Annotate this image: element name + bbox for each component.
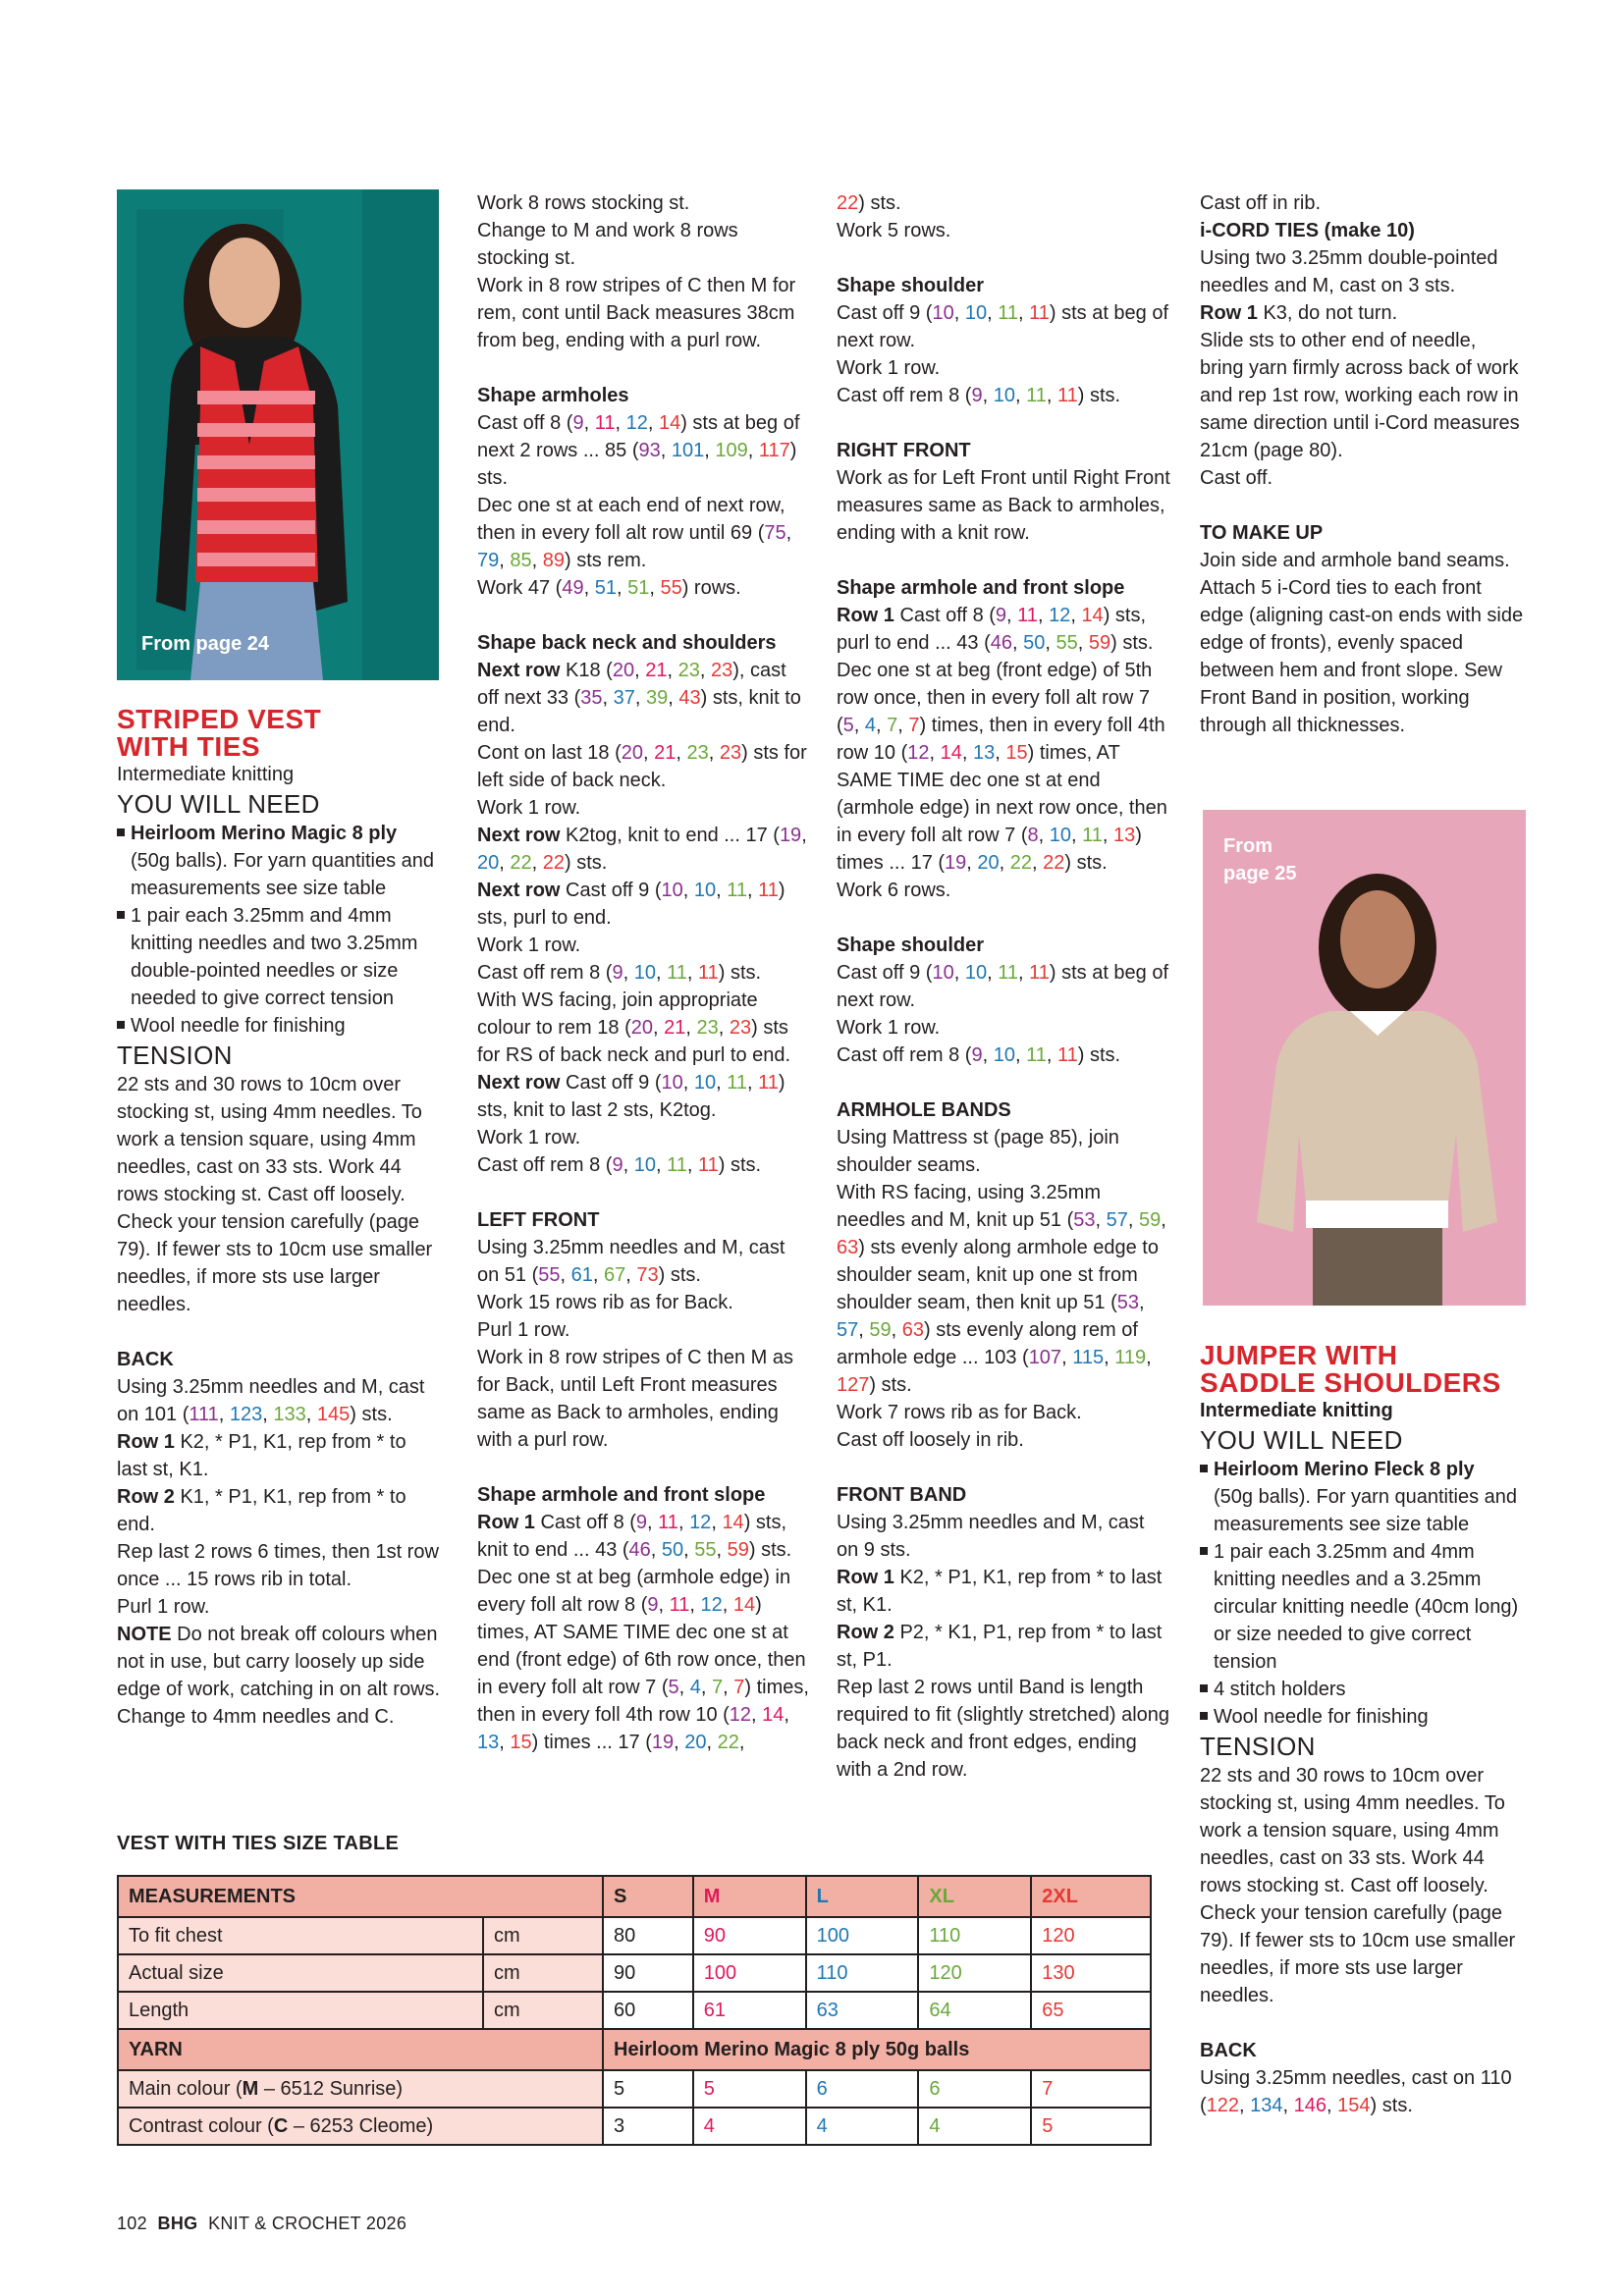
photo2-label: From page 25 [1223,835,1297,884]
vest-need-1-rest: (50g balls). For yarn quantities and measurements see size table [131,850,435,899]
text: Next row Cast off 9 (10, 10, 11, 11) sts, purl to end. [477,880,785,929]
jumper-level: Intermediate knitting [1200,1400,1393,1421]
cell-m: 100 [693,1954,806,1992]
page-number: 102 [117,2214,147,2233]
table-row [118,1954,1151,1992]
text: With WS facing, join appropriate colour to rem 18 (20, 21, 23, 23) sts for RS of back neck and purl to end. [477,989,791,1066]
magazine-title: KNIT & CROCHET 2026 [208,2214,407,2233]
cell-s: 5 [603,2070,693,2108]
jumper-back-heading: BACK [1200,2040,1257,2061]
vest-tension-text: 22 sts and 30 rows to 10cm over stocking st, using 4mm needles. To work a tension square, using 4mm needles, cast on 33 sts. Work 44 rows stocking st. Cast off loosely. Check your tension carefully (page 79). If fewer sts to 10cm use smaller needles, if more sts use larger needles. [117,1074,433,1315]
text: Work 47 (49, 51, 51, 55) rows. [477,577,741,599]
text: Work 15 rows rib as for Back. [477,1292,733,1313]
jumper-title-line1: JUMPER WITH [1200,1340,1398,1370]
row-label: Main colour (M – 6512 Sunrise) [118,2070,603,2108]
armhole-bands-heading: ARMHOLE BANDS [837,1099,1011,1121]
header-l: L [806,1876,919,1917]
header-measurements: MEASUREMENTS [118,1876,603,1917]
left-front-heading: LEFT FRONT [477,1209,600,1231]
jumper-need-3: 4 stitch holders [1200,1676,1524,1703]
cell-2xl: 130 [1031,1954,1151,1992]
text: Row 1 K2, * P1, K1, rep from * to last st, K1. [837,1567,1163,1616]
text: Work in 8 row stripes of C then M for rem, cont until Back measures 38cm from beg, ending with a purl row. [477,275,796,351]
jumper-need-1-rest: (50g balls). For yarn quantities and measurements see size table [1214,1486,1518,1535]
row-label: Length [118,1992,483,2029]
row-unit: cm [483,1954,603,1992]
jumper-need-2: 1 pair each 3.25mm and 4mm knitting needles and a 3.25mm circular knitting needle (40cm long) or size needed to give correct tension [1200,1538,1524,1676]
to-make-up-heading: TO MAKE UP [1200,522,1324,544]
jumper-title-line2: SADDLE SHOULDERS [1200,1367,1501,1398]
text: Next row K18 (20, 21, 23, 23), cast off next 33 (35, 37, 39, 43) sts, knit to end. [477,660,801,736]
text: Join side and armhole band seams. Attach 5 i-Cord ties to each front edge (aligning cast-on ends with side edge of fronts), evenly spaced between hem and front slope. Sew Front Band in position, working through all thicknesses. [1200,550,1524,736]
cell-xl: 110 [918,1917,1031,1954]
table-header-row [118,1876,1151,1917]
text: 22) sts. [837,192,901,214]
vest-title-line2: WITH TIES [117,731,261,762]
i-cord-ties-heading: i-CORD TIES (make 10) [1200,220,1415,241]
column-2 [477,189,811,1756]
cell-2xl: 65 [1031,1992,1151,2029]
text: Using Mattress st (page 85), join shoulder seams. [837,1127,1119,1176]
text: Work 1 row. [837,1017,941,1039]
vest-back-note: NOTE Do not break off colours when not in use, but carry loosely up side edge of work, catching in on alt rows. [117,1624,441,1700]
vest-title-line1: STRIPED VEST [117,704,322,734]
text: Work 8 rows stocking st. [477,192,690,214]
vest-back-text: Using 3.25mm needles and M, cast on 101 (111, 123, 133, 145) sts. [117,1376,425,1425]
cell-2xl: 7 [1031,2070,1151,2108]
cell-m: 61 [693,1992,806,2029]
text: Cast off 9 (10, 10, 11, 11) sts at beg of next row. [837,302,1169,351]
text: Slide sts to other end of needle, bring yarn firmly across back of work and rep 1st row, working each row in same direction until i-Cord measures 21cm (page 80). [1200,330,1520,461]
vest-back-heading: BACK [117,1349,174,1370]
text: Row 2 P2, * K1, P1, rep from * to last st, P1. [837,1622,1163,1671]
text: Dec one st at beg (front edge) of 5th row once, then in every foll alt row 7 (5, 4, 7, 7) times, then in every foll 4th row 10 (12, 14, 13, 15) times, AT SAME TIME dec one st at end (armhole edge) in next row once, then in every foll alt row 7 (8, 10, 11, 13) times ... 17 (19, 20, 22, 22) sts. [837,660,1167,874]
header-m: M [693,1876,806,1917]
text: Cast off 8 (9, 11, 12, 14) sts at beg of next 2 rows ... 85 (93, 101, 109, 117) sts. [477,412,800,489]
text: Next row Cast off 9 (10, 10, 11, 11) sts, knit to last 2 sts, K2tog. [477,1072,785,1121]
vest-back-row1: Row 1 K2, * P1, K1, rep from * to last st, K1. [117,1431,406,1480]
text: Work 7 rows rib as for Back. [837,1402,1082,1423]
column-1 [117,706,441,1731]
text: Work 1 row. [477,1127,581,1148]
text: Purl 1 row. [477,1319,570,1341]
brand: BHG [157,2214,198,2233]
text: Cast off loosely in rib. [837,1429,1024,1451]
text: Work 1 row. [477,797,581,819]
jumper-tension-text: 22 sts and 30 rows to 10cm over stocking st, using 4mm needles. To work a tension square, using 4mm needles, cast on 33 sts. Work 44 rows stocking st. Cast off loosely. Check your tension carefully (page 79). If fewer sts to 10cm use smaller needles, if more sts use larger needles. [1200,1765,1516,2006]
cell-s: 80 [603,1917,693,1954]
text: Dec one st at each end of next row, then in every foll alt row until 69 (75, 79, 85, 89) sts rem. [477,495,792,571]
text: Change to M and work 8 rows stocking st. [477,220,738,269]
table-yarn-header-row [118,2029,1151,2070]
text: Cast off in rib. [1200,192,1322,214]
text: With RS facing, using 3.25mm needles and M, knit up 51 (53, 57, 59, 63) sts evenly along armhole edge to shoulder seam, knit up one st from shoulder seam, then knit up 51 (53, 57, 59, 63) sts evenly along rem of armhole edge ... 103 (107, 115, 119, 127) sts. [837,1182,1166,1396]
text: Cast off rem 8 (9, 10, 11, 11) sts. [837,385,1121,406]
cell-m: 4 [693,2108,806,2145]
jumper-back-text: Using 3.25mm needles, cast on 110 (122, 134, 146, 154) sts. [1200,2067,1512,2116]
row-label: Actual size [118,1954,483,1992]
cell-m: 90 [693,1917,806,1954]
vest-need-1 [117,820,441,847]
text: Cast off rem 8 (9, 10, 11, 11) sts. [477,1154,762,1176]
shape-shoulder-heading-2: Shape shoulder [837,934,985,956]
text: Cast off 9 (10, 10, 11, 11) sts at beg of next row. [837,962,1169,1011]
vest-need-2: 1 pair each 3.25mm and 4mm knitting needles and two 3.25mm double-pointed needles or size needed to give correct tension [117,902,441,1012]
text: Work 1 row. [477,934,581,956]
header-s: S [603,1876,693,1917]
text: Work 6 rows. [837,880,951,901]
cell-l: 110 [806,1954,919,1992]
photo1-label: From page 24 [141,633,270,655]
header-2xl: 2XL [1031,1876,1151,1917]
jumper-need-heading: YOU WILL NEED [1200,1425,1403,1455]
text: Work 5 rows. [837,220,951,241]
text: Using two 3.25mm double-pointed needles and M, cast on 3 sts. [1200,247,1498,296]
cell-l: 100 [806,1917,919,1954]
cell-xl: 6 [918,2070,1031,2108]
front-band-heading: FRONT BAND [837,1484,967,1506]
row-label: Contrast colour (C – 6253 Cleome) [118,2108,603,2145]
table-row [118,2070,1151,2108]
cell-2xl: 120 [1031,1917,1151,1954]
jumper-tension-heading: TENSION [1200,1732,1316,1761]
cell-xl: 4 [918,2108,1031,2145]
row-unit: cm [483,1992,603,2029]
vest-tension-heading: TENSION [117,1041,233,1070]
cell-l: 6 [806,2070,919,2108]
shape-back-neck-heading: Shape back neck and shoulders [477,632,777,654]
shape-armhole-front-slope-heading: Shape armhole and front slope [477,1484,766,1506]
vest-photo [117,189,439,680]
cell-l: 4 [806,2108,919,2145]
text: Cont on last 18 (20, 21, 23, 23) sts for left side of back neck. [477,742,807,791]
jumper-need-1-yarn: Heirloom Merino Fleck 8 ply [1214,1459,1475,1480]
cell-xl: 64 [918,1992,1031,2029]
table-row [118,1917,1151,1954]
text: Rep last 2 rows until Band is length required to fit (slightly stretched) along back neck and front edges, ending with a 2nd row. [837,1677,1170,1781]
cell-s: 3 [603,2108,693,2145]
table-row [118,2108,1151,2145]
vest-need-1-yarn: Heirloom Merino Magic 8 ply [131,823,398,844]
page-footer [117,2214,406,2234]
header-xl: XL [918,1876,1031,1917]
column-4-top [1200,189,1524,739]
shape-armholes-heading: Shape armholes [477,385,629,406]
jumper-need-1 [1200,1456,1524,1483]
text: Row 1 Cast off 8 (9, 11, 12, 14) sts, purl to end ... 43 (46, 50, 55, 59) sts. [837,605,1154,654]
text: Cast off. [1200,467,1273,489]
vest-back-purl: Purl 1 row. [117,1596,210,1618]
cell-s: 90 [603,1954,693,1992]
text: Work in 8 row stripes of C then M as for Back, until Left Front measures same as Back to armholes, ending with a purl row. [477,1347,793,1451]
column-4-bottom [1200,1342,1524,2119]
text: Work as for Left Front until Right Front measures same as Back to armholes, ending with a knit row. [837,467,1170,544]
text: Cast off rem 8 (9, 10, 11, 11) sts. [477,962,762,984]
yarn-label: YARN [118,2029,603,2070]
vest-photo-illustration [117,189,439,680]
table-row [118,1992,1151,2029]
vest-back-row2: Row 2 K1, * P1, K1, rep from * to end. [117,1486,406,1535]
vest-need-heading: YOU WILL NEED [117,789,320,819]
cell-2xl: 5 [1031,2108,1151,2145]
vest-level: Intermediate knitting [117,764,295,785]
vest-back-rep: Rep last 2 rows 6 times, then 1st row once ... 15 rows rib in total. [117,1541,439,1590]
vest-back-change: Change to 4mm needles and C. [117,1706,395,1728]
text: Dec one st at beg (armhole edge) in every foll alt row 8 (9, 11, 12, 14) times, AT SAME TIME dec one st at end (front edge) of 6th row once, then in every foll alt row 7 (5, 4, 7, 7) times, then in every foll 4th row 10 (12, 14, 13, 15) times ... 17 (19, 20, 22, [477,1567,809,1753]
text: Row 1 Cast off 8 (9, 11, 12, 14) sts, knit to end ... 43 (46, 50, 55, 59) sts. [477,1512,792,1561]
text: Using 3.25mm needles and M, cast on 51 (55, 61, 67, 73) sts. [477,1237,785,1286]
column-3 [837,189,1170,1784]
size-table [117,1875,1152,2146]
text: Row 1 K3, do not turn. [1200,302,1398,324]
cell-l: 63 [806,1992,919,2029]
text: Next row K2tog, knit to end ... 17 (19, 20, 22, 22) sts. [477,825,807,874]
text: Work 1 row. [837,357,941,379]
shape-armhole-front-slope-heading-2: Shape armhole and front slope [837,577,1125,599]
row-unit: cm [483,1917,603,1954]
text: Cast off rem 8 (9, 10, 11, 11) sts. [837,1044,1121,1066]
row-label: To fit chest [118,1917,483,1954]
right-front-heading: RIGHT FRONT [837,440,971,461]
cell-m: 5 [693,2070,806,2108]
yarn-name: Heirloom Merino Magic 8 ply 50g balls [603,2029,1151,2070]
vest-need-3: Wool needle for finishing [117,1012,441,1040]
cell-xl: 120 [918,1954,1031,1992]
cell-s: 60 [603,1992,693,2029]
size-table-title: VEST WITH TIES SIZE TABLE [117,1833,400,1854]
jumper-need-4: Wool needle for finishing [1200,1703,1524,1731]
shape-shoulder-heading: Shape shoulder [837,275,985,296]
text: Using 3.25mm needles and M, cast on 9 sts. [837,1512,1145,1561]
